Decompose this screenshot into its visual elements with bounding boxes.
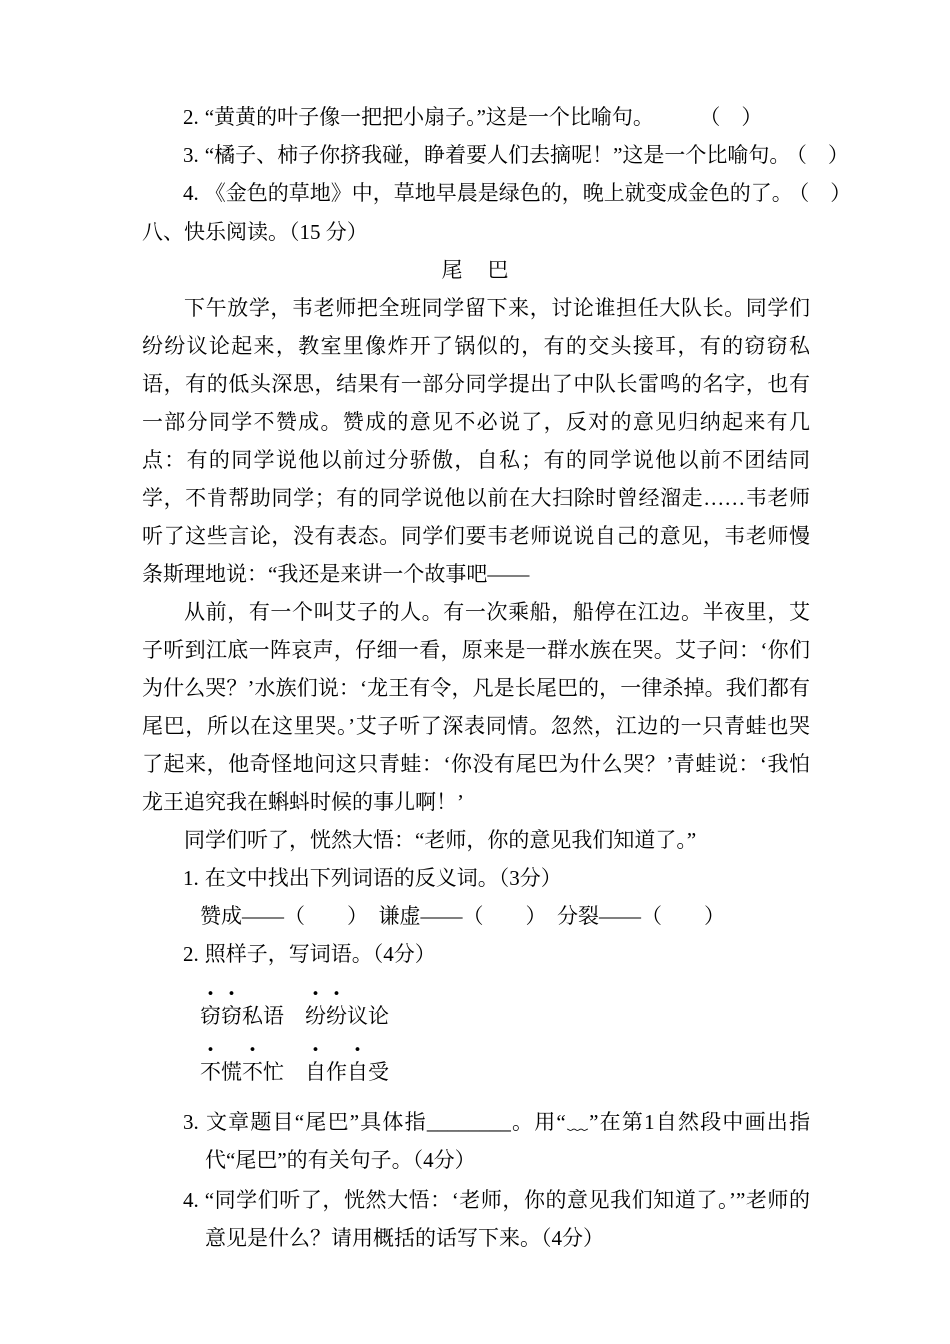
tf-item-4-answer-bracket: （ ）	[798, 181, 852, 205]
example-words-2: 不慌不忙 自作自受	[200, 1060, 389, 1084]
tf-item-2-number: 2.	[183, 105, 199, 129]
passage-paragraph-2: 从前，有一个叫艾子的人。有一次乘船，船停在江边。半夜里，艾子听到江底一阵哀声，仔细一看，原来是一群水族在哭。艾子问：‘你们为什么哭？’水族们说：‘龙王有令，凡是长尾巴的，一律杀掉。我们都有尾巴，所以在这里哭。’艾子听了深表同情。忽然，江边的一只青蛙也哭了起来，他奇怪地问这只青蛙：‘你没有尾巴为什么哭？’青蛙说：‘我怕龙王追究我在蝌蚪时候的事儿啊！’	[142, 600, 810, 814]
emphasis-dots-2: ・ ・ ・ ・	[200, 1038, 368, 1062]
tf-item-2-text: “黄黄的叶子像一把把小扇子。”这是一个比喻句。	[204, 105, 654, 129]
question-1-text: 在文中找出下列词语的反义词。（3分）	[204, 866, 562, 890]
question-2-example-2	[142, 1038, 810, 1085]
section-heading: 八、快乐阅读。（15 分）	[142, 220, 368, 244]
question-2	[142, 935, 810, 973]
question-3	[142, 1103, 810, 1179]
tf-item-3-text: “橘子、柿子你挤我碰，睁着要人们去摘呢！”这是一个比喻句。	[204, 143, 791, 167]
tf-item-4-text: 《金色的草地》中，草地早晨是绿色的，晚上就变成金色的了。	[204, 181, 793, 205]
tf-item-3-number: 3.	[183, 143, 199, 167]
tf-item-4	[142, 174, 852, 212]
question-4-text: “同学们听了，恍然大悟：‘老师，你的意见我们知道了。’”老师的意见是什么？请用概括的话写下来。（4分）	[204, 1188, 810, 1250]
tf-item-2	[142, 98, 810, 136]
question-4-number: 4.	[183, 1188, 199, 1212]
question-1-number: 1.	[183, 866, 199, 890]
passage-title: 尾 巴	[441, 258, 511, 282]
question-3-text: 文章题目“尾巴”具体指________。用“﹏”在第1自然段中画出指代“尾巴”的有关句子。（4分）	[204, 1110, 810, 1172]
tf-item-4-number: 4.	[183, 181, 199, 205]
question-2-text: 照样子，写词语。（4分）	[204, 942, 436, 966]
reading-passage	[142, 251, 810, 859]
tf-item-3-answer-bracket: （ ）	[796, 143, 849, 167]
question-2-number: 2.	[183, 942, 199, 966]
tf-item-2-answer-bracket: （ ）	[709, 105, 763, 129]
question-3-number: 3.	[183, 1110, 199, 1134]
question-1	[142, 859, 810, 897]
question-4	[142, 1181, 810, 1257]
question-1-antonym-blanks: 赞成——（ ） 谦虚——（ ） 分裂——（ ）	[200, 904, 725, 928]
emphasis-dots-1: ・・ ・・	[200, 982, 347, 1006]
question-2-example-1	[142, 982, 810, 1029]
passage-paragraph-3: 同学们听了，恍然大悟：“老师，你的意见我们知道了。”	[184, 828, 697, 852]
passage-paragraph-1: 下午放学，韦老师把全班同学留下来，讨论谁担任大队长。同学们纷纷议论起来，教室里像炸开了锅似的，有的交头接耳，有的窃窃私语，有的低头深思，结果有一部分同学提出了中队长雷鸣的名字，也有一部分同学不赞成。赞成的意见不必说了，反对的意见归纳起来有几点：有的同学说他以前过分骄傲，自私；有的同学说他以前不团结同学，不肯帮助同学；有的同学说他以前在大扫除时曾经溜走……韦老师听了这些言论，没有表态。同学们要韦老师说说自己的意见，韦老师慢条斯理地说：“我还是来讲一个故事吧——	[142, 296, 810, 586]
tf-item-3	[142, 136, 849, 174]
example-words-1: 窃窃私语 纷纷议论	[200, 1004, 389, 1028]
